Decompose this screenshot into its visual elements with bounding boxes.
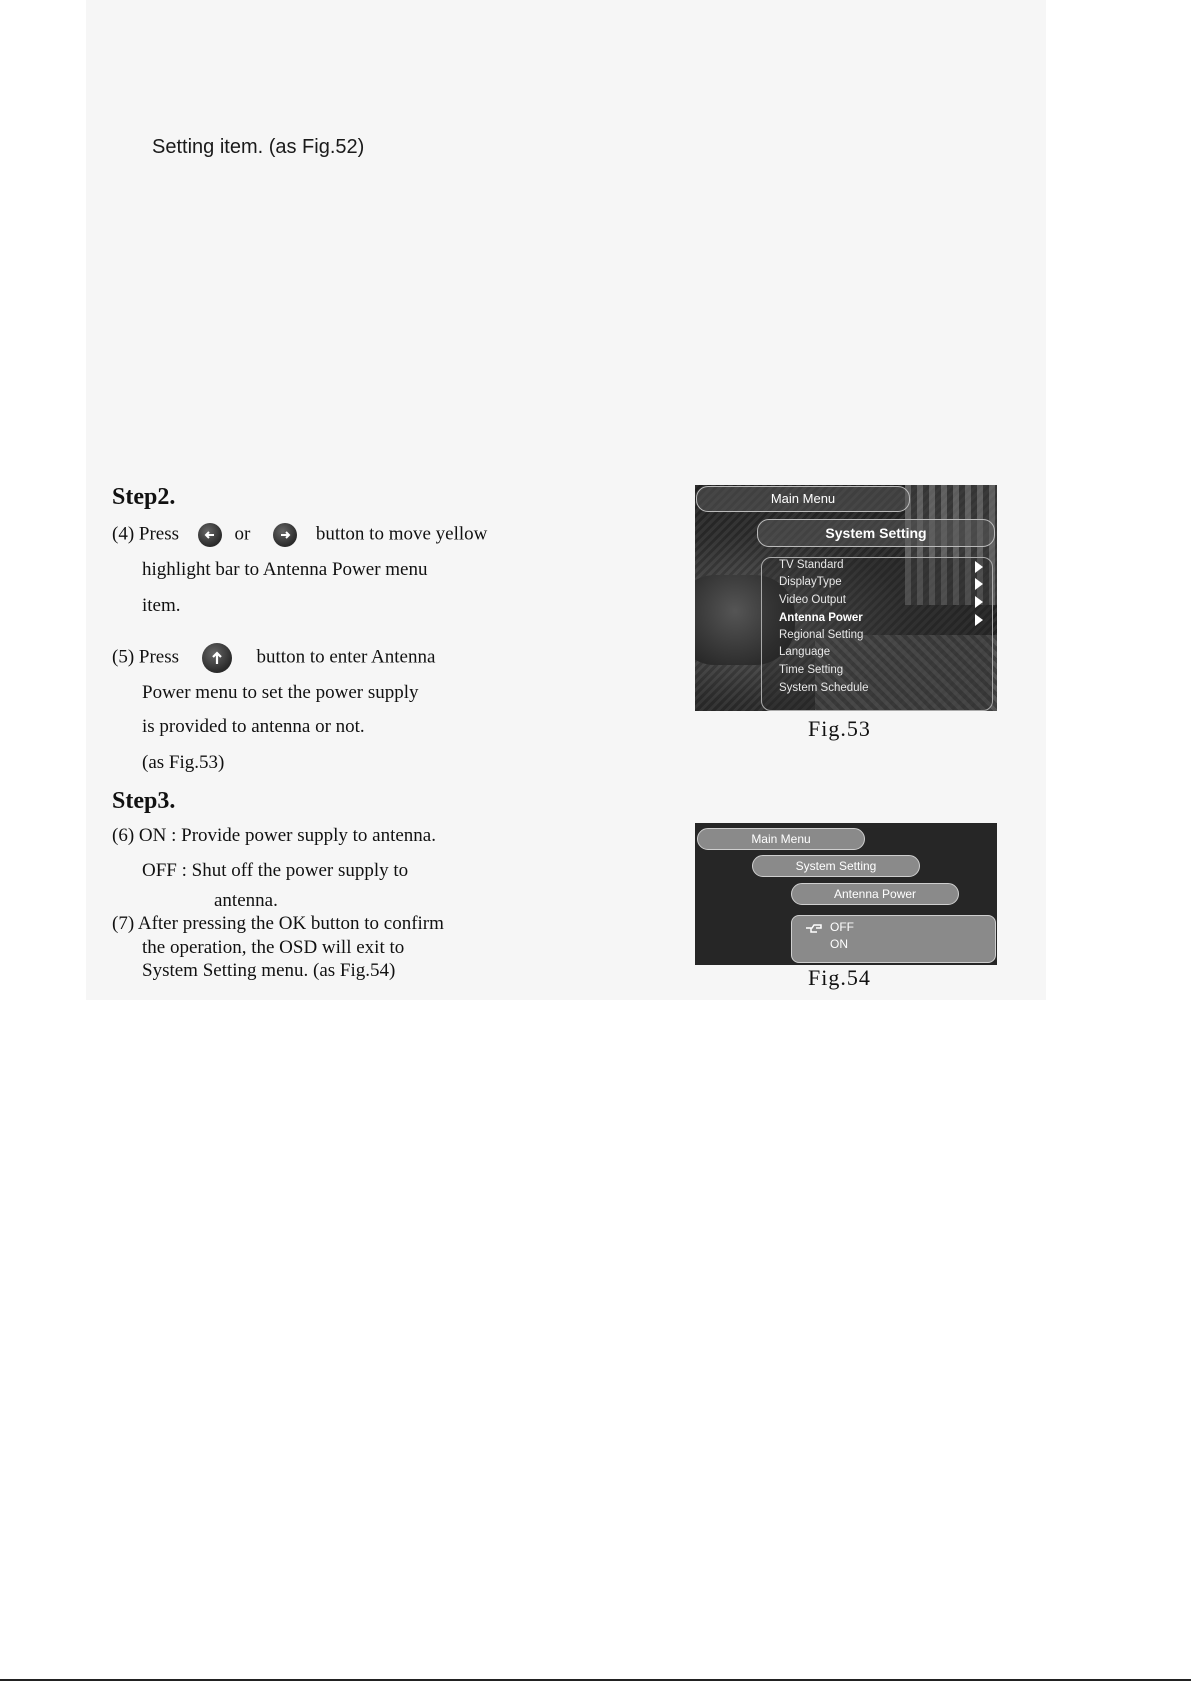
menu-item-display-type[interactable]: DisplayType: [779, 576, 842, 588]
step3-line-5: the operation, the OSD will exit to: [142, 937, 405, 958]
step2-line-2: highlight bar to Antenna Power menu: [142, 559, 428, 580]
step2-press-label: (4) Press: [112, 523, 180, 545]
menu-item-regional-setting[interactable]: Regional Setting: [779, 629, 864, 641]
main-menu-title: Main Menu: [696, 486, 910, 512]
step3-line-4: (7) After pressing the OK button to confirm: [112, 913, 444, 934]
system-setting-title: System Setting: [757, 519, 995, 547]
arrow-right-icon: [975, 614, 983, 626]
step2-move-label: button to move yellow: [315, 523, 488, 545]
step3-line-3: antenna.: [214, 890, 278, 911]
step2-line-4: [112, 643, 435, 673]
fig53-caption: Fig.53: [808, 716, 871, 741]
footer-rule: [0, 1679, 1191, 1681]
pointer-hand-icon: [805, 923, 823, 933]
step2-title: Step2.: [112, 484, 176, 510]
fig54-osd-screenshot: [695, 823, 997, 965]
menu-item-system-schedule[interactable]: System Schedule: [779, 682, 869, 694]
step2-line-3: item.: [142, 595, 181, 616]
option-off[interactable]: OFF: [830, 920, 854, 934]
right-arrow-button-icon: [273, 523, 297, 547]
step2-line-5: Power menu to set the power supply: [142, 682, 419, 703]
or-label: or: [234, 523, 251, 545]
intro-text: Setting item. (as Fig.52): [152, 136, 365, 158]
step3-line-2: OFF : Shut off the power supply to: [142, 860, 409, 881]
step2-line-1: [112, 523, 487, 547]
menu-item-antenna-power[interactable]: Antenna Power: [779, 612, 863, 624]
system-setting-title: System Setting: [752, 855, 920, 877]
step2-line-6: is provided to antenna or not.: [142, 716, 365, 737]
main-menu-title: Main Menu: [697, 828, 865, 850]
menu-item-language[interactable]: Language: [779, 646, 831, 658]
menu-item-time-setting[interactable]: Time Setting: [779, 664, 844, 676]
arrow-right-icon: [975, 596, 983, 608]
antenna-power-title: Antenna Power: [791, 883, 959, 905]
up-arrow-button-icon: [202, 643, 232, 673]
step3-line-1: (6) ON : Provide power supply to antenna.: [112, 825, 436, 846]
arrow-right-icon: [975, 561, 983, 573]
left-arrow-button-icon: [198, 523, 222, 547]
arrow-right-icon: [975, 578, 983, 590]
option-on[interactable]: ON: [830, 937, 848, 951]
fig53-osd-screenshot: [695, 485, 997, 711]
step3-title: Step3.: [112, 788, 176, 814]
menu-item-video-output[interactable]: Video Output: [779, 594, 846, 606]
step2-enter-label: button to enter Antenna: [256, 646, 436, 668]
menu-item-tv-standard[interactable]: TV Standard: [779, 559, 844, 571]
step2-line-7: (as Fig.53): [142, 752, 225, 773]
fig54-caption: Fig.54: [808, 965, 871, 990]
step2-press-label-2: (5) Press: [112, 646, 180, 668]
step3-line-6: System Setting menu. (as Fig.54): [142, 960, 396, 981]
